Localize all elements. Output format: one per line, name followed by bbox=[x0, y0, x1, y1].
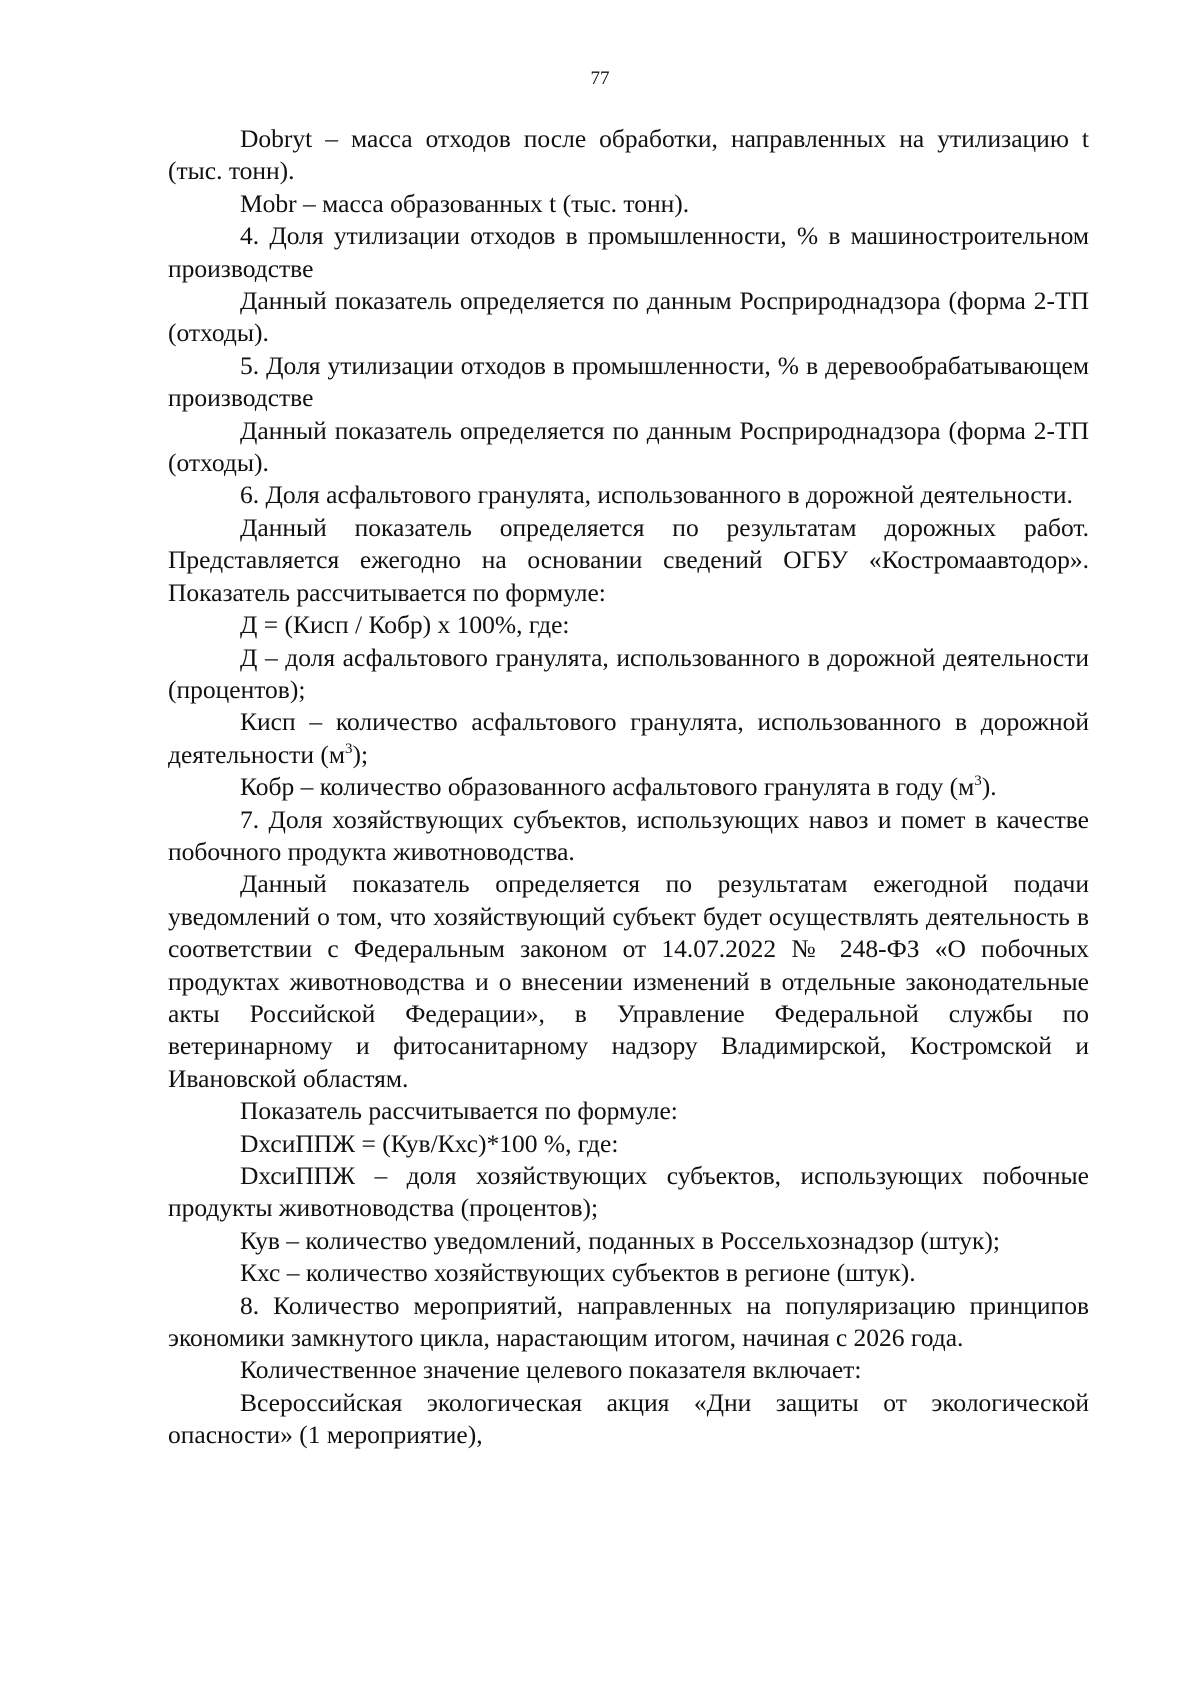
document-body bbox=[168, 123, 1089, 1452]
paragraph-indicator-6-title: 6. Доля асфальтового гранулята, использованного в дорожной деятельности. bbox=[240, 480, 1073, 510]
kobr-superscript: 3 bbox=[974, 773, 982, 790]
paragraph-indicator-5-source: Данный показатель определяется по данным Росприроднадзора (форма 2-ТП (отходы). bbox=[168, 415, 1089, 478]
kisp-tail: ); bbox=[352, 739, 369, 769]
kisp-text: Кисп – количество асфальтового гранулята, использованного в дорожной деятельности (м bbox=[168, 707, 1089, 769]
paragraph-kobr-definition bbox=[168, 771, 1089, 803]
paragraph-dhsippzh-definition: DхсиППЖ – доля хозяйствующих субъектов, использующих побочные продукты животноводства (процентов); bbox=[168, 1161, 1089, 1223]
kobr-tail: ). bbox=[981, 772, 997, 802]
paragraph-d-definition: Д – доля асфальтового гранулята, использованного в дорожной деятельности (процентов); bbox=[168, 642, 1089, 704]
paragraph-indicator-8-title: 8. Количество мероприятий, направленных на популяризацию принципов экономики замкнутого цикла, нарастающим итогом, начиная с 2026 года. bbox=[168, 1290, 1089, 1353]
paragraph-formula-dhsippzh: DхсиППЖ = (Кув/Кхс)*100 %, где: bbox=[240, 1128, 619, 1158]
paragraph-indicator-7-source: Данный показатель определяется по результатам ежегодной подачи уведомлений о том, что хозяйствующий субъект будет осуществлять деятельность в соответствии с Федеральным законом от 14.07.2022 № 248-ФЗ «О побочных продуктах животноводства и о внесении изменений в отдельные законодательные акты Российской Федерации», в Управление Федеральной службы по ветеринарному и фитосанитарному надзору Владимирской, Костромской и Ивановской областям. bbox=[168, 869, 1089, 1093]
paragraph-khs-definition: Кхс – количество хозяйствующих субъектов в регионе (штук). bbox=[240, 1258, 916, 1288]
paragraph-indicator-8-includes: Количественное значение целевого показателя включает: bbox=[240, 1355, 862, 1385]
paragraph-mobr-definition: Mobr – масса образованных t (тыс. тонн). bbox=[240, 188, 690, 218]
paragraph-indicator-4-title: 4. Доля утилизации отходов в промышленности, % в машиностроительном производстве bbox=[168, 221, 1089, 283]
paragraph-kuv-definition: Кув – количество уведомлений, поданных в Россельхознадзор (штук); bbox=[240, 1225, 1000, 1255]
paragraph-indicator-5-title: 5. Доля утилизации отходов в промышленности, % в деревообрабатывающем производстве bbox=[168, 350, 1089, 413]
paragraph-indicator-6-source: Данный показатель определяется по результатам дорожных работ. Представляется ежегодно на основании сведений ОГБУ «Костромаавтодор». Показатель рассчитывается по формуле: bbox=[168, 512, 1089, 607]
kisp-superscript: 3 bbox=[344, 740, 353, 757]
paragraph-formula-d: Д = (Кисп / Кобр) x 100%, где: bbox=[240, 610, 570, 640]
paragraph-kisp-definition bbox=[168, 706, 1089, 771]
paragraph-indicator-7-title: 7. Доля хозяйствующих субъектов, использующих навоз и помет в качестве побочного продукта животноводства. bbox=[168, 804, 1089, 866]
paragraph-dobryt-definition: Dobryt – масса отходов после обработки, направленных на утилизацию t (тыс. тонн). bbox=[168, 124, 1089, 186]
paragraph-formula-intro: Показатель рассчитывается по формуле: bbox=[240, 1096, 678, 1126]
page-number: 77 bbox=[590, 68, 610, 89]
paragraph-indicator-8-event: Всероссийская экологическая акция «Дни защиты от экологической опасности» (1 мероприятие), bbox=[168, 1387, 1089, 1450]
paragraph-indicator-4-source: Данный показатель определяется по данным Росприроднадзора (форма 2-ТП (отходы). bbox=[168, 286, 1089, 348]
kobr-text: Кобр – количество образованного асфальтового гранулята в году (м bbox=[240, 772, 975, 802]
